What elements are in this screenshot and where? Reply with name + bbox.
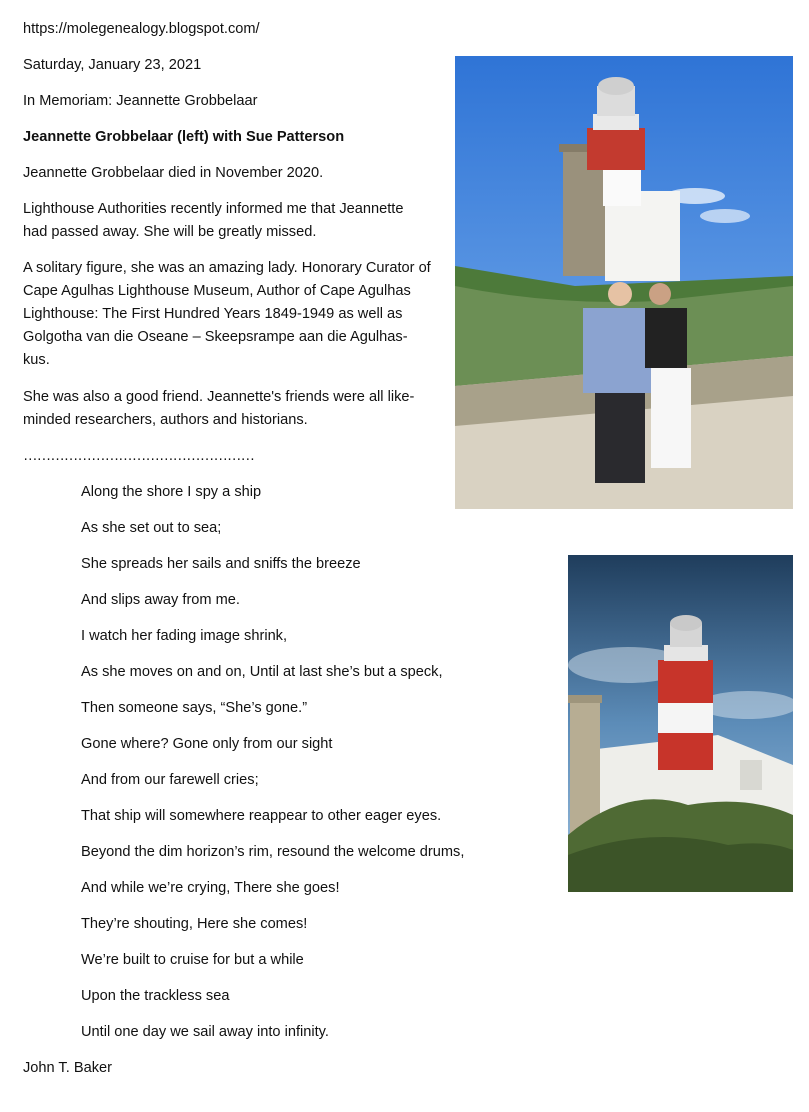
poem-line: We’re built to cruise for but a while bbox=[81, 952, 304, 968]
separator: …………………………………………… bbox=[23, 448, 255, 464]
poem-line: Along the shore I spy a ship bbox=[81, 484, 262, 500]
poem-line: Beyond the dim horizon’s rim, resound the welcome drums, bbox=[81, 844, 465, 860]
lighthouse-people-photo bbox=[455, 56, 793, 509]
poem-line: She spreads her sails and sniffs the breeze bbox=[81, 556, 361, 572]
blog-url[interactable]: https://molegenealogy.blogspot.com/ bbox=[23, 21, 260, 37]
poem-line: I watch her fading image shrink, bbox=[81, 628, 288, 644]
poem-line: Gone where? Gone only from our sight bbox=[81, 736, 333, 752]
paragraph-biography: A solitary figure, she was an amazing lady. Honorary Curator of Cape Agulhas Lighthouse Museum, Author of Cape Agulhas Lighthouse: The First Hundred Years 1849-1949 as well as Golgotha van die Oseane – Skeepsrampe aan die Agulhas-kus. bbox=[23, 260, 431, 368]
post-date: Saturday, January 23, 2021 bbox=[23, 57, 202, 73]
poem-line: Until one day we sail away into infinity. bbox=[81, 1024, 329, 1040]
poem-line: And slips away from me. bbox=[81, 592, 240, 608]
lighthouse-photo bbox=[568, 555, 793, 892]
paragraph-friend: She was also a good friend. Jeannette's friends were all like-minded researchers, authors and historians. bbox=[23, 389, 415, 428]
paragraph-death: Jeannette Grobbelaar died in November 2020. bbox=[23, 165, 324, 181]
poem-line: That ship will somewhere reappear to other eager eyes. bbox=[81, 808, 442, 824]
poem-line: Upon the trackless sea bbox=[81, 988, 230, 1004]
poem-line: And from our farewell cries; bbox=[81, 772, 259, 788]
post-title: In Memoriam: Jeannette Grobbelaar bbox=[23, 93, 258, 109]
poem-line: As she set out to sea; bbox=[81, 520, 222, 536]
photo-caption: Jeannette Grobbelaar (left) with Sue Patterson bbox=[23, 129, 345, 145]
poem-line: Then someone says, “She’s gone.” bbox=[81, 700, 308, 716]
poem-line: As she moves on and on, Until at last she’s but a speck, bbox=[81, 664, 443, 680]
paragraph-authorities: Lighthouse Authorities recently informed me that Jeannette had passed away. She will be greatly missed. bbox=[23, 201, 404, 240]
poem-line: And while we’re crying, There she goes! bbox=[81, 880, 340, 896]
poem-line: They’re shouting, Here she comes! bbox=[81, 916, 308, 932]
poem-author: John T. Baker bbox=[23, 1060, 112, 1076]
